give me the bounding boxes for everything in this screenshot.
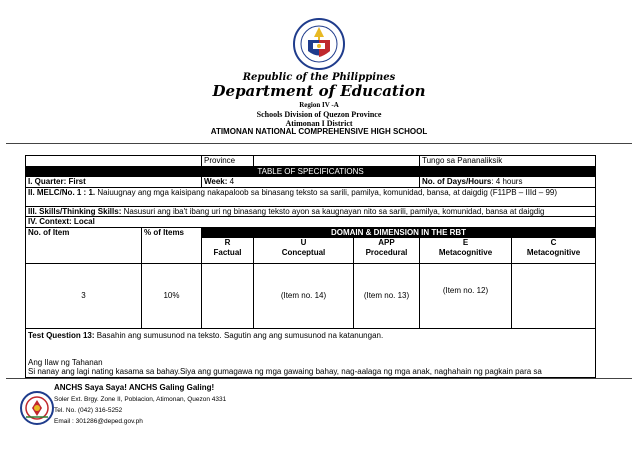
republic-heading: Republic of the Philippines — [242, 72, 396, 83]
spacer — [28, 341, 593, 358]
passage-text: Si nanay ang lagi nating kasama sa bahay.Siya ang gumagawa ng mga gawaing bahay, nag-aalaga ng mga anak, naghahain ng pagkain para sa — [28, 367, 542, 376]
region-heading: Region IV -A — [299, 101, 339, 109]
quarter-cell — [26, 177, 202, 188]
u-cell: (Item no. 14) — [254, 264, 354, 329]
days-value: : 4 hours — [491, 177, 523, 186]
skills-cell — [26, 206, 596, 217]
deped-seal-icon — [293, 18, 345, 70]
district-heading: Atimonan I District — [285, 119, 353, 128]
quarter-label: I. Quarter: First — [28, 177, 86, 186]
department-heading: Department of Education — [212, 82, 426, 100]
percent-cell: 10% — [142, 264, 202, 329]
test-question-text: Basahin ang sumusunod na teksto. Sagutin ang ang sumusunod na katanungan. — [94, 331, 384, 340]
context-cell — [26, 217, 596, 228]
domain-u-header — [254, 238, 354, 264]
domain-code: C — [550, 238, 557, 247]
header-divider — [6, 143, 632, 144]
domain-name: Procedural — [365, 247, 408, 257]
table-title-band: TABLE OF SPECIFICATIONS — [26, 166, 596, 177]
domain-c-header — [512, 238, 596, 264]
passage-title: Ang Ilaw ng Tahanan — [28, 357, 103, 367]
week-cell — [202, 177, 420, 188]
domain-name: Metacognitive — [526, 247, 581, 257]
domain-code: U — [300, 238, 307, 247]
domain-code: R — [224, 238, 231, 247]
domain-name: Metacognitive — [438, 247, 493, 257]
col-header-percent-label: % of Items — [144, 227, 185, 237]
c-cell — [512, 264, 596, 329]
items-count-cell: 3 — [26, 264, 142, 329]
test-question-cell — [26, 329, 596, 378]
domain-header-band — [202, 227, 596, 238]
tungo-cell: Tungo sa Pananaliksik — [420, 156, 596, 167]
footer-address: Soler Ext. Brgy. Zone II, Poblacion, Atimonan, Quezon 4331 — [54, 396, 227, 403]
domain-app-header — [354, 238, 420, 264]
footer-telephone: Tel. No. (042) 316-5252 — [54, 407, 123, 414]
domain-name: Factual — [213, 247, 242, 257]
melc-text: Naiuugnay ang mga kaisipang nakapaloob sa binasang teksto sa sarili, pamilya, komunidad, bansa, at daigdig (F11PB – IIId – 99) — [95, 187, 558, 197]
week-value: 4 — [227, 177, 235, 186]
division-heading: Schools Division of Quezon Province — [256, 110, 382, 119]
app-cell: (Item no. 13) — [354, 264, 420, 329]
melc-label: II. MELC/No. 1 : 1. — [28, 187, 96, 197]
context-label: IV. Context: Local — [28, 217, 95, 226]
domain-r-header — [202, 238, 254, 264]
footer-email: Email : 301286@deped.gov.ph — [54, 418, 143, 425]
blank-cell — [254, 156, 420, 167]
col-header-percent — [142, 227, 202, 264]
domain-header-label: DOMAIN & DIMENSION IN THE RBT — [330, 227, 467, 237]
days-label: No. of Days/Hours — [422, 177, 492, 186]
days-cell — [420, 177, 596, 188]
col-header-items-label: No. of Item — [28, 227, 70, 237]
domain-name: Conceptual — [281, 247, 326, 257]
domain-e-header — [420, 238, 512, 264]
col-header-items — [26, 227, 142, 264]
skills-text: Nasusuri ang iba't ibang uri ng binasang teksto ayon sa kaugnayan nito sa sarili, pamilya, komunidad, bansa at daigdig — [121, 206, 545, 216]
province-cell: Province — [202, 156, 254, 167]
school-heading: ATIMONAN NATIONAL COMPREHENSIVE HIGH SCHOOL — [210, 127, 428, 136]
domain-code: APP — [378, 238, 395, 247]
blank-cell — [26, 156, 202, 167]
skills-label: III. Skills/Thinking Skills: — [28, 206, 122, 216]
table-of-specifications — [25, 155, 596, 378]
footer-divider — [6, 378, 632, 379]
footer — [20, 381, 250, 443]
test-question-label: Test Question 13: — [28, 331, 95, 340]
e-cell: (Item no. 12) — [420, 264, 512, 329]
r-cell — [202, 264, 254, 329]
week-label: Week: — [204, 177, 228, 186]
school-logo-icon — [20, 391, 54, 425]
domain-code: E — [462, 238, 469, 247]
test-question-line — [28, 331, 593, 341]
footer-slogan: ANCHS Saya Saya! ANCHS Galing Galing! — [54, 383, 215, 392]
melc-cell — [26, 187, 596, 206]
